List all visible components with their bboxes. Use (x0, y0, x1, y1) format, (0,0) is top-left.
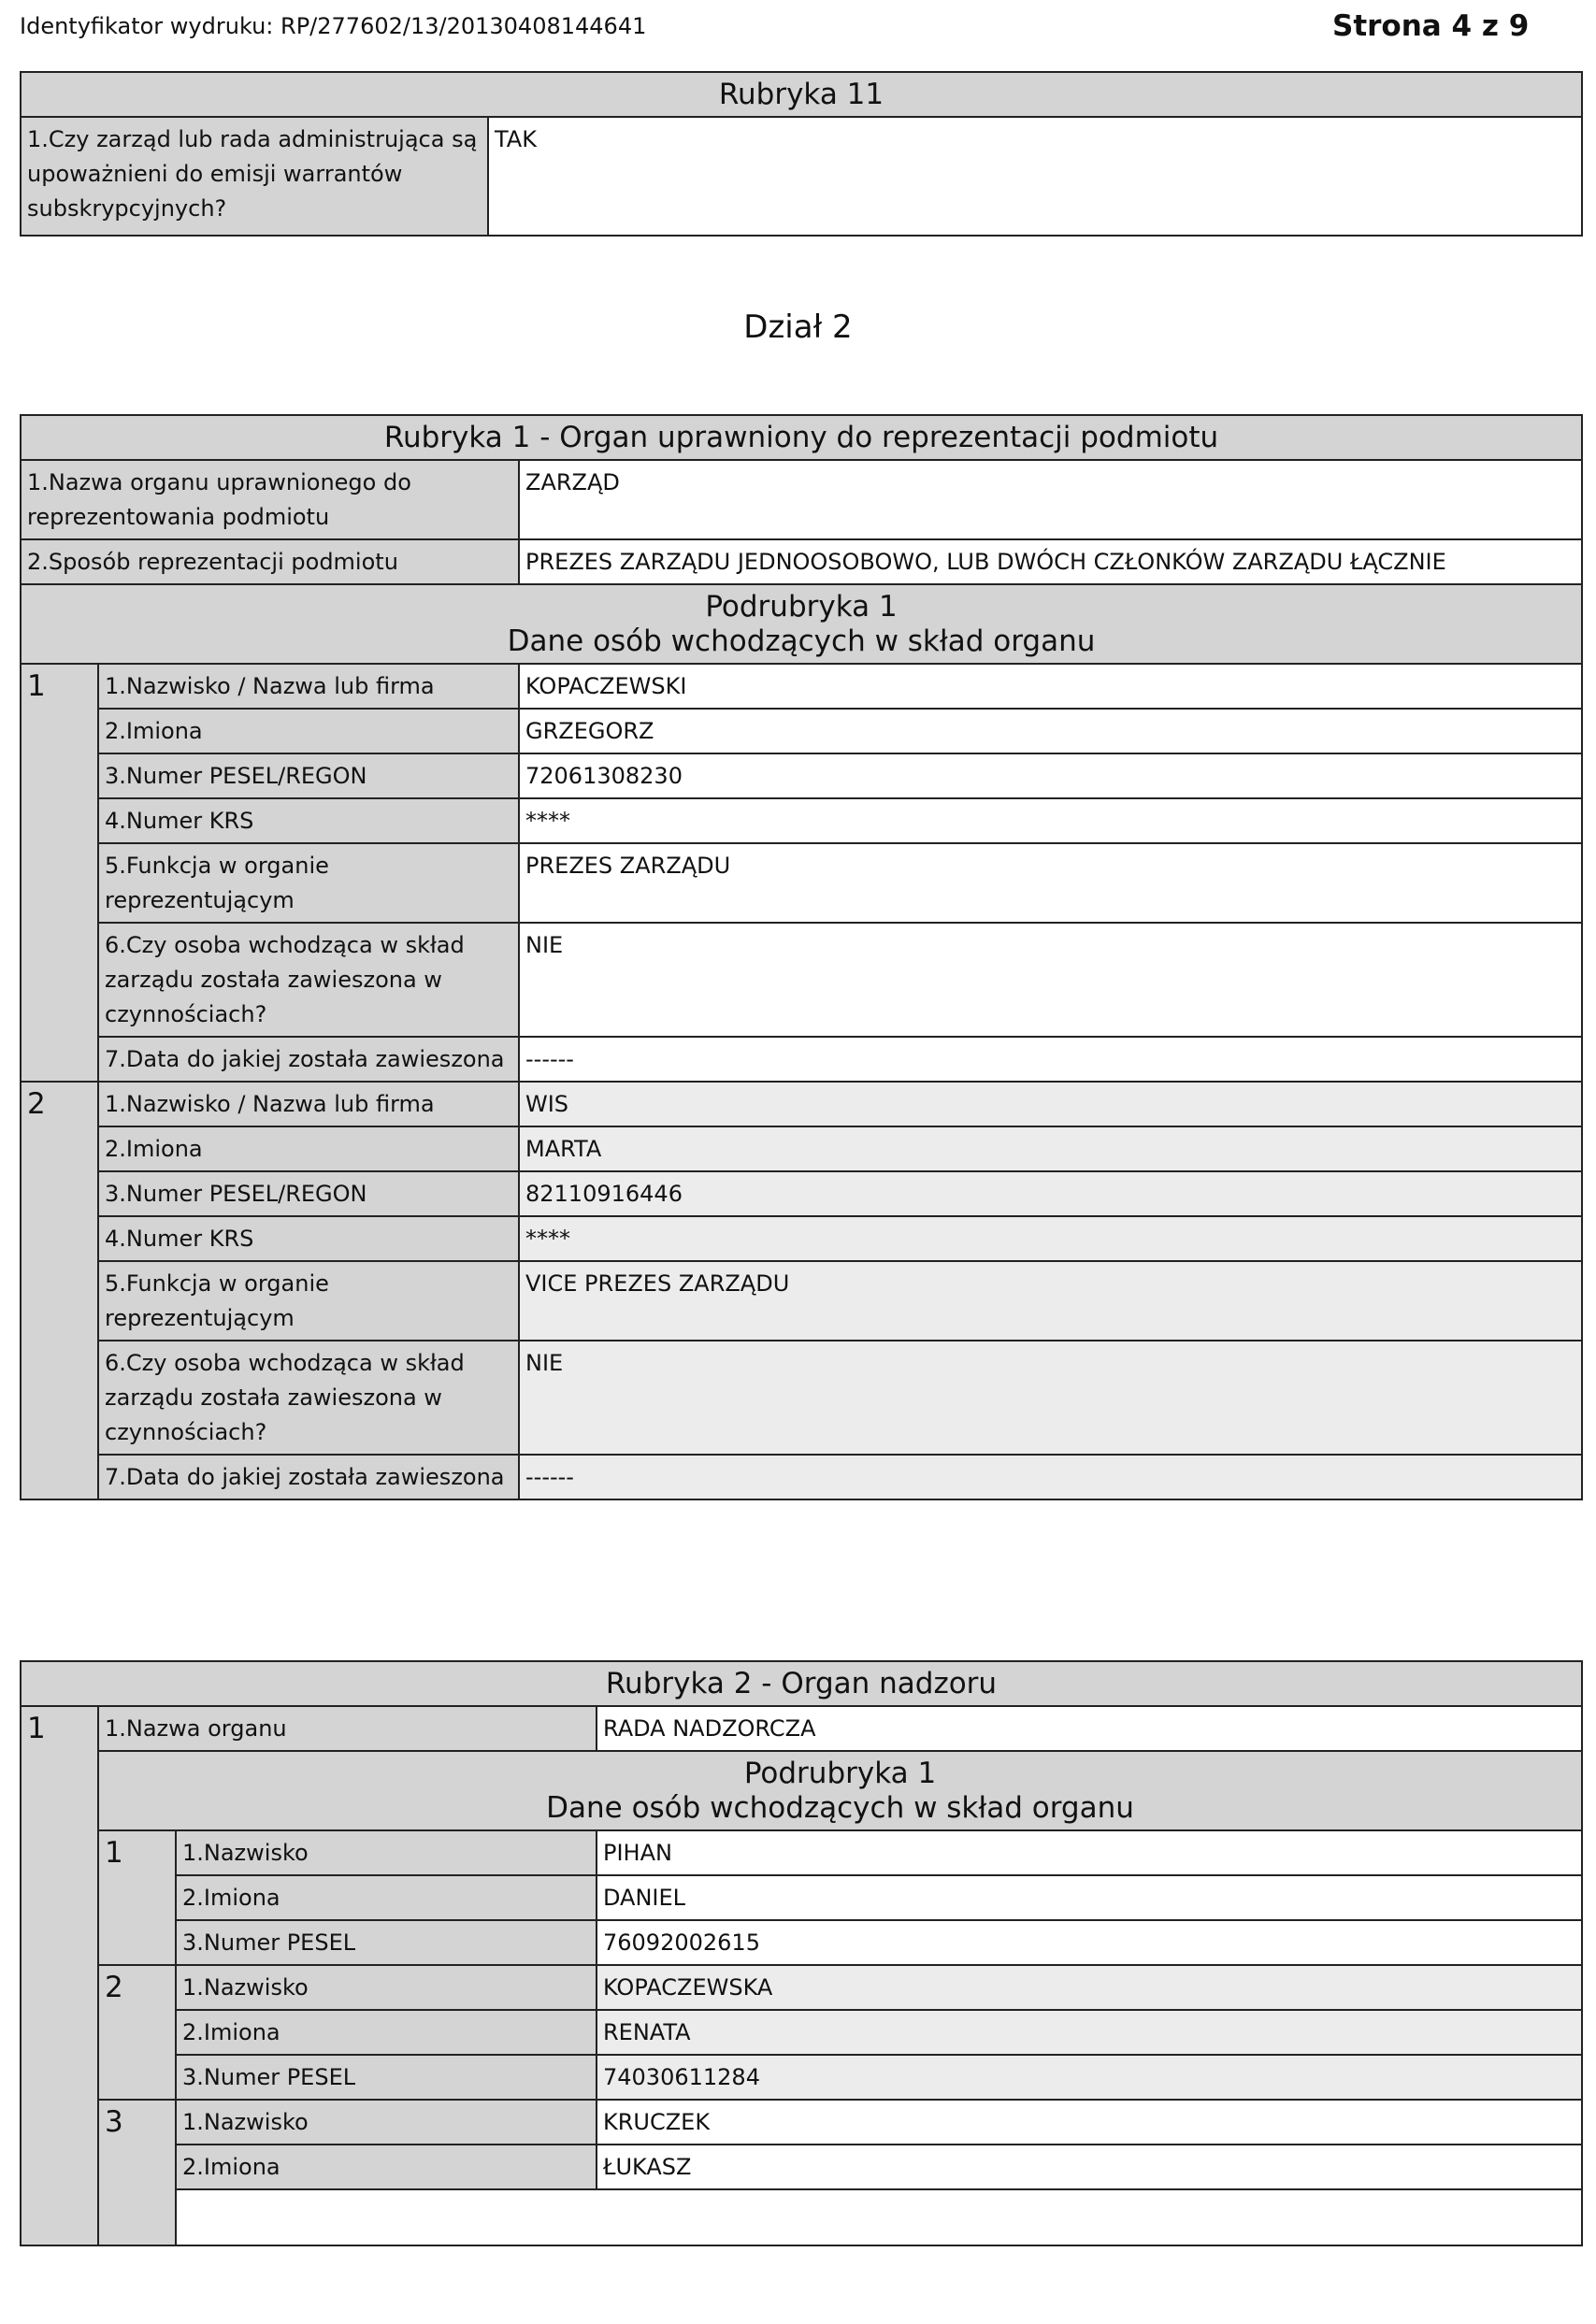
field-label: 2.Imiona (98, 1126, 519, 1171)
field-label: 1.Nazwisko (176, 1965, 597, 2010)
field-value: 76092002615 (597, 1920, 1582, 1965)
member-number: 1 (98, 1830, 176, 1965)
field-value: 72061308230 (519, 753, 1582, 798)
field-label: 3.Numer PESEL (176, 1920, 597, 1965)
field-value: ZARZĄD (519, 460, 1582, 539)
field-value: **** (519, 1216, 1582, 1261)
field-value: ------ (519, 1037, 1582, 1082)
field-label: 3.Numer PESEL/REGON (98, 1171, 519, 1216)
field-label: 2.Imiona (176, 2010, 597, 2055)
rubryka-1-title: Rubryka 1 - Organ uprawniony do reprezentacji podmiotu (21, 415, 1582, 460)
field-label: 1.Czy zarząd lub rada administrująca są upoważnieni do emisji warrantów subskrypcyjnych? (21, 117, 488, 236)
field-value: PREZES ZARZĄDU JEDNOOSOBOWO, LUB DWÓCH CZŁONKÓW ZARZĄDU ŁĄCZNIE (519, 539, 1582, 584)
field-label: 4.Numer KRS (98, 798, 519, 843)
podrubryka-title: Podrubryka 1 (705, 590, 898, 624)
field-value: NIE (519, 1341, 1582, 1455)
field-label: 6.Czy osoba wchodząca w skład zarządu została zawieszona w czynnościach? (98, 923, 519, 1037)
person-number: 2 (21, 1082, 98, 1499)
blank-cell (176, 2189, 1582, 2245)
field-label: 7.Data do jakiej została zawieszona (98, 1037, 519, 1082)
podrubryka-title: Podrubryka 1 (743, 1757, 937, 1790)
field-label: 7.Data do jakiej została zawieszona (98, 1455, 519, 1499)
field-label: 1.Nazwisko / Nazwa lub firma (98, 664, 519, 709)
field-label: 2.Imiona (176, 1875, 597, 1920)
field-value: KOPACZEWSKI (519, 664, 1582, 709)
print-identifier: Identyfikator wydruku: RP/277602/13/20130408144641 (20, 13, 647, 39)
podrubryka-header (21, 584, 1582, 664)
field-label: 2.Imiona (176, 2145, 597, 2189)
rubryka-1-table (20, 414, 1583, 1500)
person-number: 1 (21, 664, 98, 1082)
field-value: NIE (519, 923, 1582, 1037)
field-value: ------ (519, 1455, 1582, 1499)
page-number: Strona 4 z 9 (1332, 9, 1530, 43)
field-label: 1.Nazwisko / Nazwa lub firma (98, 1082, 519, 1126)
field-value: VICE PREZES ZARZĄDU (519, 1261, 1582, 1341)
field-label: 2.Sposób reprezentacji podmiotu (21, 539, 519, 584)
podrubryka-subtitle: Dane osób wchodzących w skład organu (507, 624, 1096, 658)
rubryka-2-table (20, 1660, 1583, 2246)
field-value: KOPACZEWSKA (597, 1965, 1582, 2010)
field-value: GRZEGORZ (519, 709, 1582, 753)
field-value: MARTA (519, 1126, 1582, 1171)
field-label: 4.Numer KRS (98, 1216, 519, 1261)
field-value: PREZES ZARZĄDU (519, 843, 1582, 923)
field-value: RADA NADZORCZA (597, 1706, 1582, 1751)
field-label: 1.Nazwisko (176, 1830, 597, 1875)
field-value: TAK (488, 117, 1582, 236)
field-value: RENATA (597, 2010, 1582, 2055)
field-label: 1.Nazwa organu uprawnionego do reprezentowania podmiotu (21, 460, 519, 539)
field-label: 1.Nazwisko (176, 2100, 597, 2145)
rubryka-11-title: Rubryka 11 (21, 72, 1582, 117)
section-title-dzial-2: Dział 2 (743, 308, 853, 346)
field-value: **** (519, 798, 1582, 843)
podrubryka-subtitle: Dane osób wchodzących w skład organu (546, 1791, 1134, 1825)
field-label: 5.Funkcja w organie reprezentującym (98, 1261, 519, 1341)
field-value: 74030611284 (597, 2055, 1582, 2100)
field-value: 82110916446 (519, 1171, 1582, 1216)
organ-number: 1 (21, 1706, 98, 2245)
field-value: PIHAN (597, 1830, 1582, 1875)
member-number: 2 (98, 1965, 176, 2100)
field-label: 6.Czy osoba wchodząca w skład zarządu została zawieszona w czynnościach? (98, 1341, 519, 1455)
field-value: KRUCZEK (597, 2100, 1582, 2145)
field-value: WIS (519, 1082, 1582, 1126)
field-value: ŁUKASZ (597, 2145, 1582, 2189)
field-value: DANIEL (597, 1875, 1582, 1920)
field-label: 5.Funkcja w organie reprezentującym (98, 843, 519, 923)
podrubryka-header (98, 1751, 1582, 1830)
field-label: 2.Imiona (98, 709, 519, 753)
rubryka-2-title: Rubryka 2 - Organ nadzoru (21, 1661, 1582, 1706)
member-number: 3 (98, 2100, 176, 2245)
rubryka-11-table (20, 71, 1583, 237)
field-label: 3.Numer PESEL/REGON (98, 753, 519, 798)
field-label: 1.Nazwa organu (98, 1706, 597, 1751)
field-label: 3.Numer PESEL (176, 2055, 597, 2100)
